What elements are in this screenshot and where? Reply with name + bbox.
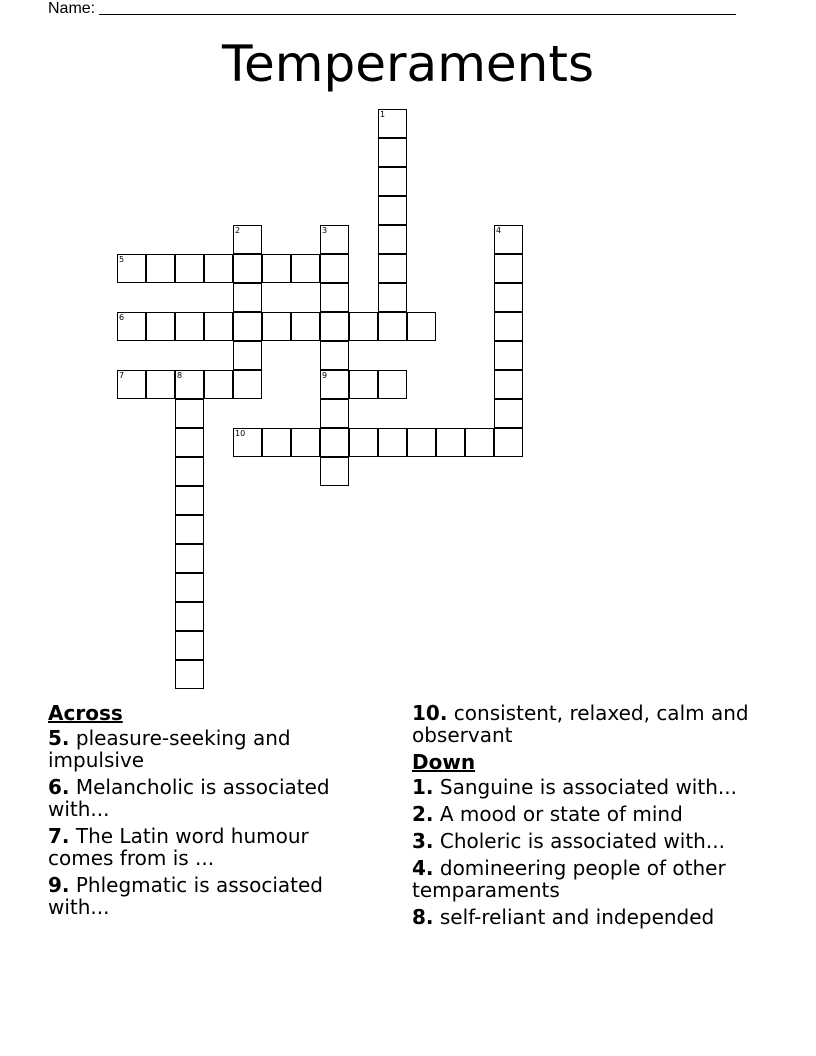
cell-number: 1 (380, 110, 386, 119)
cell-number: 10 (235, 429, 246, 438)
grid-cell[interactable] (233, 312, 262, 341)
clue-number: 3. (412, 829, 434, 853)
grid-cell[interactable] (494, 370, 523, 399)
grid-cell[interactable] (378, 167, 407, 196)
grid-cell[interactable] (378, 283, 407, 312)
grid-cell[interactable] (320, 341, 349, 370)
grid-cell[interactable] (175, 399, 204, 428)
clue-across-10 (412, 702, 762, 746)
right-clues (412, 702, 762, 933)
grid-cell[interactable] (378, 254, 407, 283)
grid-cell[interactable] (146, 312, 175, 341)
clue-number: 8. (412, 905, 434, 929)
clue-number: 5. (48, 726, 70, 750)
cell-number: 5 (119, 255, 125, 264)
clue-text: Phlegmatic is associated with... (48, 873, 323, 919)
grid-cell[interactable] (320, 283, 349, 312)
grid-cell[interactable] (233, 225, 262, 254)
grid-cell[interactable] (494, 283, 523, 312)
clue-text: The Latin word humour comes from is ... (48, 824, 309, 870)
grid-cell[interactable] (494, 399, 523, 428)
grid-cell[interactable] (175, 457, 204, 486)
clue-text: self-reliant and independed (433, 905, 715, 929)
clue-number: 2. (412, 802, 434, 826)
grid-cell[interactable] (117, 370, 146, 399)
clue-across-5 (48, 727, 378, 771)
grid-cell[interactable] (320, 225, 349, 254)
grid-cell[interactable] (320, 428, 349, 457)
grid-cell[interactable] (175, 515, 204, 544)
clue-down-1 (412, 776, 762, 798)
grid-cell[interactable] (407, 428, 436, 457)
across-heading: Across (48, 701, 123, 725)
grid-cell[interactable] (175, 486, 204, 515)
cell-number: 8 (177, 371, 183, 380)
clue-across-6 (48, 776, 378, 820)
clue-text: consistent, relaxed, calm and observant (412, 701, 749, 747)
grid-cell[interactable] (320, 457, 349, 486)
grid-cell[interactable] (175, 631, 204, 660)
grid-cell[interactable] (494, 341, 523, 370)
grid-cell[interactable] (175, 544, 204, 573)
grid-cell[interactable] (175, 312, 204, 341)
clue-number: 9. (48, 873, 70, 897)
grid-cell[interactable] (233, 341, 262, 370)
grid-cell[interactable] (117, 312, 146, 341)
grid-cell[interactable] (291, 254, 320, 283)
clue-text: Melancholic is associated with... (48, 775, 330, 821)
clue-number: 7. (48, 824, 70, 848)
grid-cell[interactable] (378, 196, 407, 225)
grid-cell[interactable] (407, 312, 436, 341)
grid-cell[interactable] (175, 660, 204, 689)
grid-cell[interactable] (320, 399, 349, 428)
grid-cell[interactable] (349, 312, 378, 341)
clue-text: A mood or state of mind (433, 802, 683, 826)
grid-cell[interactable] (262, 428, 291, 457)
clue-number: 1. (412, 775, 434, 799)
grid-cell[interactable] (494, 225, 523, 254)
clue-text: Choleric is associated with... (433, 829, 725, 853)
grid-cell[interactable] (494, 254, 523, 283)
clue-down-3 (412, 830, 762, 852)
grid-cell[interactable] (436, 428, 465, 457)
cell-number: 3 (322, 226, 328, 235)
grid-cell[interactable] (378, 225, 407, 254)
grid-cell[interactable] (233, 254, 262, 283)
clue-number: 6. (48, 775, 70, 799)
clue-down-2 (412, 803, 762, 825)
grid-cell[interactable] (175, 602, 204, 631)
grid-cell[interactable] (320, 312, 349, 341)
grid-cell[interactable] (146, 370, 175, 399)
grid-cell[interactable] (204, 370, 233, 399)
clue-number: 4. (412, 856, 434, 880)
down-heading: Down (412, 750, 476, 774)
grid-cell[interactable] (204, 254, 233, 283)
grid-cell[interactable] (204, 312, 233, 341)
clue-down-8 (412, 906, 762, 928)
clue-across-7 (48, 825, 378, 869)
grid-cell[interactable] (378, 370, 407, 399)
grid-cell[interactable] (320, 254, 349, 283)
cell-number: 9 (322, 371, 328, 380)
grid-cell[interactable] (233, 428, 262, 457)
clue-across-9 (48, 874, 378, 918)
grid-cell[interactable] (175, 573, 204, 602)
grid-cell[interactable] (117, 254, 146, 283)
clue-down-4 (412, 857, 762, 901)
grid-cell[interactable] (262, 312, 291, 341)
clue-number: 10. (412, 701, 448, 725)
grid-cell[interactable] (378, 428, 407, 457)
grid-cell[interactable] (378, 312, 407, 341)
grid-cell[interactable] (291, 428, 320, 457)
clue-text: pleasure-seeking and impulsive (48, 726, 291, 772)
grid-cell[interactable] (378, 109, 407, 138)
across-clues (48, 702, 378, 923)
grid-cell[interactable] (233, 370, 262, 399)
cell-number: 4 (496, 226, 502, 235)
grid-cell[interactable] (320, 370, 349, 399)
clue-text: Sanguine is associated with... (433, 775, 737, 799)
grid-cell[interactable] (175, 370, 204, 399)
grid-cell[interactable] (175, 428, 204, 457)
grid-cell[interactable] (262, 254, 291, 283)
grid-cell[interactable] (349, 428, 378, 457)
name-label: Name: (48, 0, 96, 17)
grid-cell[interactable] (494, 428, 523, 457)
grid-cell[interactable] (291, 312, 320, 341)
cell-number: 7 (119, 371, 125, 380)
grid-cell[interactable] (465, 428, 494, 457)
grid-cell[interactable] (146, 254, 175, 283)
clue-text: domineering people of other temparaments (412, 856, 726, 902)
page-title: Temperaments (221, 35, 595, 93)
grid-cell[interactable] (233, 283, 262, 312)
grid-cell[interactable] (349, 370, 378, 399)
grid-cell[interactable] (175, 254, 204, 283)
grid-cell[interactable] (378, 138, 407, 167)
cell-number: 2 (235, 226, 241, 235)
cell-number: 6 (119, 313, 125, 322)
grid-cell[interactable] (494, 312, 523, 341)
